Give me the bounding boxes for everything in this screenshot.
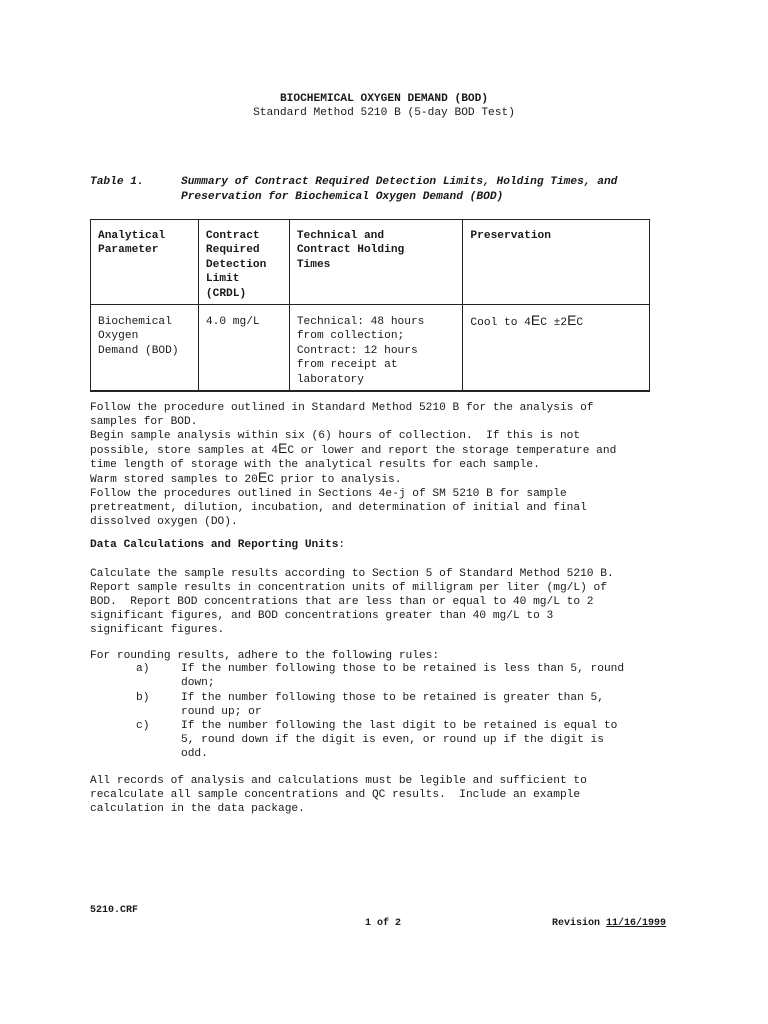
footer-filename: 5210.CRF xyxy=(90,905,139,916)
rule-text xyxy=(181,719,681,761)
text-span: C prior to analysis. xyxy=(267,474,402,486)
rule-label: a) xyxy=(136,663,150,675)
header-line: Contract xyxy=(205,230,260,242)
cell-line: laboratory xyxy=(296,373,364,386)
cell-crdl: 4.0 mg/L xyxy=(198,305,289,392)
table-row xyxy=(91,305,650,392)
degree-symbol: E xyxy=(530,312,541,329)
text-line: BOD. Report BOD concentrations that are less than or equal to 40 mg/L to 2 xyxy=(90,596,594,608)
table-caption-text xyxy=(181,175,617,205)
rule-text xyxy=(181,691,681,719)
preservation-text: C ±2 xyxy=(540,317,568,330)
header-holding-times xyxy=(289,220,463,305)
header-line: Technical and xyxy=(296,230,385,242)
header-line: Analytical xyxy=(98,230,166,242)
footer-page-number: 1 of 2 xyxy=(365,918,402,929)
calculation-paragraph xyxy=(90,567,690,637)
header-line: Preservation xyxy=(470,230,551,242)
text-line: Report sample results in concentration units of milligram per liter (mg/L) of xyxy=(90,582,607,594)
section-heading xyxy=(90,539,345,551)
text-line: Follow the procedure outlined in Standard Method 5210 B for the analysis of xyxy=(90,402,594,414)
table-header-row xyxy=(91,220,650,305)
text-span: Warm stored samples to 20 xyxy=(90,474,258,486)
text-line: If the number following those to be retained is greater than 5, xyxy=(181,692,604,704)
text-line: If the number following those to be retained is less than 5, round xyxy=(181,663,625,675)
header-line: Contract Holding xyxy=(296,244,405,257)
heading-text: Data Calculations and Reporting Units xyxy=(90,539,339,551)
cell-line: from collection; xyxy=(296,330,405,343)
cell-parameter xyxy=(91,305,199,392)
text-line: dissolved oxygen (DO). xyxy=(90,516,238,528)
procedure-paragraph xyxy=(90,401,690,529)
header-line: (CRDL) xyxy=(205,287,247,300)
header-preservation xyxy=(463,220,650,305)
text-line: time length of storage with the analytical results for each sample. xyxy=(90,459,540,471)
text-line: samples for BOD. xyxy=(90,416,198,428)
text-line: odd. xyxy=(181,748,208,760)
text-span: C or lower and report the storage temperature and xyxy=(287,445,617,457)
crdl-table xyxy=(90,219,650,392)
text-line xyxy=(90,469,690,487)
header-analytical-parameter xyxy=(91,220,199,305)
header-crdl xyxy=(198,220,289,305)
text-line: Follow the procedures outlined in Sections 4e-j of SM 5210 B for sample xyxy=(90,488,567,500)
records-paragraph xyxy=(90,774,690,816)
text-line: significant figures. xyxy=(90,624,225,636)
rounding-intro: For rounding results, adhere to the following rules: xyxy=(90,650,440,662)
text-line: 5, round down if the digit is even, or round up if the digit is xyxy=(181,734,604,746)
text-line: Calculate the sample results according to Section 5 of Standard Method 5210 B. xyxy=(90,568,614,580)
cell-line: Oxygen xyxy=(98,330,139,343)
header-line: Detection xyxy=(205,258,267,271)
cell-line: Technical: 48 hours xyxy=(296,316,425,329)
degree-symbol: E xyxy=(257,469,268,485)
cell-line: Contract: 12 hours xyxy=(296,344,418,357)
footer-revision xyxy=(552,918,666,929)
text-line xyxy=(90,440,690,458)
cell-holding-times xyxy=(289,305,463,392)
table-caption-line: Summary of Contract Required Detection Limits, Holding Times, and xyxy=(181,176,618,188)
preservation-text: Cool to 4 xyxy=(470,317,531,330)
degree-symbol: E xyxy=(277,440,288,456)
text-line: significant figures, and BOD concentrations greater than 40 mg/L to 3 xyxy=(90,610,554,622)
document-title: BIOCHEMICAL OXYGEN DEMAND (BOD) xyxy=(279,93,489,105)
header-line: Times xyxy=(296,258,331,271)
cell-line: from receipt at xyxy=(296,359,398,372)
text-line: All records of analysis and calculations must be legible and sufficient to xyxy=(90,775,587,787)
text-line: If the number following the last digit to be retained is equal to xyxy=(181,720,618,732)
table-caption-label: Table 1. xyxy=(90,176,144,188)
cell-line: Biochemical xyxy=(98,316,172,329)
header-line: Limit xyxy=(205,273,240,286)
header-line: Required xyxy=(205,244,260,257)
table-caption-line: Preservation for Biochemical Oxygen Demand (BOD) xyxy=(181,191,504,203)
text-line: calculation in the data package. xyxy=(90,803,305,815)
rule-label: c) xyxy=(136,720,150,732)
revision-date: 11/16/1999 xyxy=(606,918,667,929)
revision-label: Revision xyxy=(552,918,607,929)
text-line: Begin sample analysis within six (6) hours of collection. If this is not xyxy=(90,430,581,442)
cell-line: Demand (BOD) xyxy=(98,344,179,357)
cell-preservation xyxy=(463,305,650,392)
heading-colon: : xyxy=(338,539,346,551)
text-line: down; xyxy=(181,677,215,689)
header-line: Parameter xyxy=(98,244,159,257)
text-line: recalculate all sample concentrations and QC results. Include an example xyxy=(90,789,581,801)
preservation-text: C xyxy=(576,317,584,330)
text-line: pretreatment, dilution, incubation, and determination of initial and final xyxy=(90,502,587,514)
document-subtitle: Standard Method 5210 B (5-day BOD Test) xyxy=(253,107,515,119)
text-line: round up; or xyxy=(181,706,262,718)
degree-symbol: E xyxy=(567,312,577,329)
rule-label: b) xyxy=(136,692,150,704)
rule-text xyxy=(181,662,681,690)
text-span: possible, store samples at 4 xyxy=(90,445,278,457)
